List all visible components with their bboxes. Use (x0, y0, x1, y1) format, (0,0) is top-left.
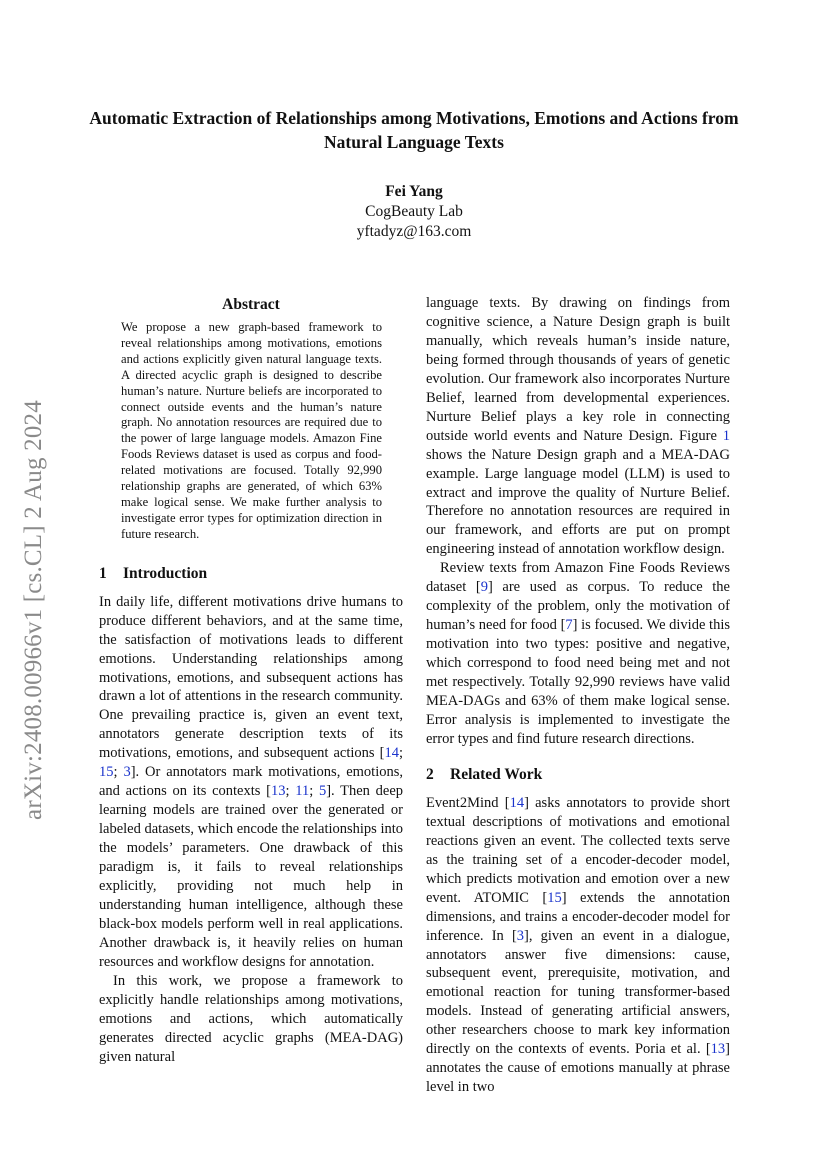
citation-link[interactable]: 1 (722, 427, 730, 444)
abstract-text: We propose a new graph-based framework to reveal relationships among motivations, emotions and actions explicitly given natural language texts. A directed acyclic graph is designed to describe human’s nature. Nurture beliefs are incorporated to connect outside events and the human’s nature graph. No annotation resources are required due to the power of large language models. Amazon Fine Foods Reviews dataset is used as corpus and food-related motivations are focused. Totally 92,990 relationship graphs are generated, of which 63% make logical sense. We make further analysis to investigate error types for optimization direction in future research. (121, 320, 382, 541)
section-title: Related Work (450, 765, 543, 783)
text-run: ], given an event in a dialogue, annotators answer five dimensions: cause, subsequent event, prerequisite, motivation, and emotional reaction for tuning transformer-based models. Instead of generating artificial answers, other researchers choose to mark key information directly on the contexts of events. Poria et al. [ (426, 927, 730, 1058)
text-run: Review texts from Amazon Fine Foods Reviews dataset [ (426, 560, 730, 596)
citation-link[interactable]: 13 (710, 1041, 726, 1058)
intro-paragraph-2-continued (426, 294, 730, 559)
section-number: 2 (426, 765, 434, 783)
left-column (99, 294, 403, 1067)
text-run: language texts. By drawing on findings from cognitive science, a Nature Design graph is built manually, which reveals human’s inside nature, being formed through thousands of years of genetic evolution. Our framework also incorporates Nurture Belief, learned from developmental experiences. Nurture Belief plays a key role in connecting outside world events and Nature Design. Figure (426, 295, 730, 444)
citation-link[interactable]: 14 (509, 794, 525, 811)
citation-link[interactable]: 3 (123, 764, 131, 781)
text-run: ] annotates the cause of emotions manually at phrase level in two (426, 1041, 730, 1096)
section-number: 1 (99, 564, 107, 582)
related-paragraph-1 (426, 794, 730, 1097)
text-run: ] asks annotators to provide short textual descriptions of motivations and emotional reactions given an event. The collected texts serve as the training set of a encoder-decoder model, which predicts motivation and emotion over a new event. ATOMIC [ (426, 794, 730, 906)
abstract-heading: Abstract (222, 296, 280, 313)
paper-title: Automatic Extraction of Relationships among Motivations, Emotions and Actions from Natural Language Texts (89, 108, 739, 152)
section-heading-related-work (426, 765, 730, 785)
text-run: ; (309, 783, 319, 800)
arxiv-stamp (14, 370, 54, 850)
citation-link[interactable]: 11 (295, 783, 310, 800)
text-run: In daily life, different motivations drive humans to produce different behaviors, and at the same time, the satisfaction of motivations leads to different emotions. Understanding relationships among motivations, emotions, and subsequent actions has drawn a lot of attentions in the research community. One prevailing practice is, given an event text, annotators generate description texts of its motivations, emotions, and subsequent actions [ (99, 593, 403, 762)
citation-link[interactable]: 15 (547, 889, 562, 906)
right-column (426, 294, 730, 1097)
author-name: Fei Yang (385, 183, 443, 200)
citation-link[interactable]: 14 (384, 745, 399, 762)
section-title: Introduction (123, 564, 208, 582)
text-run: ]. Then deep learning models are trained over the generated or labeled datasets, which encode the relationships into the models’ parameters. One drawback of this paradigm is, it fails to reveal relationships explicitly, providing not much help in understanding human intelligence, although these black-box models perform well in real applications. Another drawback is, it heavily relies on human resources and workflow designs for annotation. (99, 783, 404, 970)
author-email[interactable]: yftadyz@163.com (356, 223, 472, 240)
arxiv-stamp-text: arXiv:2408.00966v1 [cs.CL] 2 Aug 2024 (20, 400, 47, 820)
text-run: ] extends the annotation dimensions, and trains a encoder-decoder model for inference. In [ (426, 889, 730, 944)
citation-link[interactable]: 5 (318, 783, 327, 800)
citation-link[interactable]: 9 (480, 579, 488, 596)
intro-paragraph-1 (99, 593, 403, 972)
text-run: ] are used as corpus. To reduce the complexity of the problem, only the motivation of human’s need for food [ (426, 579, 730, 634)
citation-link[interactable]: 3 (516, 927, 525, 944)
text-run: ] is focused. We divide this motivation into two types: positive and negative, which correspond to food need being met and not met respectively. Totally 92,990 reviews have valid MEA-DAGs and 63% of them make logical sense. Error analysis is implemented to investigate the error types and find future research directions. (426, 617, 730, 747)
text-run: Event2Mind [ (426, 794, 510, 811)
author-affiliation: CogBeauty Lab (365, 203, 463, 220)
intro-paragraph-3 (426, 559, 730, 749)
citation-link[interactable]: 15 (99, 764, 114, 781)
author-block (214, 182, 614, 242)
text-run: ; (398, 745, 403, 762)
text-run: ; (113, 764, 124, 781)
text-run: ]. Or annotators mark motivations, emotions, and actions on its contexts [ (99, 764, 403, 800)
text-run: shows the Nature Design graph and a MEA-DAG example. Large language model (LLM) is used to extract and improve the quality of Nurture Belief. Therefore no annotation resources are required in our framework, and efforts are put on prompt engineering instead of annotation workflow design. (426, 446, 730, 558)
citation-link[interactable]: 13 (270, 783, 286, 800)
citation-link[interactable]: 7 (565, 617, 573, 634)
intro-paragraph-2: In this work, we propose a framework to explicitly handle relationships among motivations, emotions and actions, which automatically generates directed acyclic graphs (MEA-DAG) given natural (99, 972, 403, 1065)
text-run: ; (285, 783, 296, 800)
section-heading-introduction (99, 564, 403, 584)
